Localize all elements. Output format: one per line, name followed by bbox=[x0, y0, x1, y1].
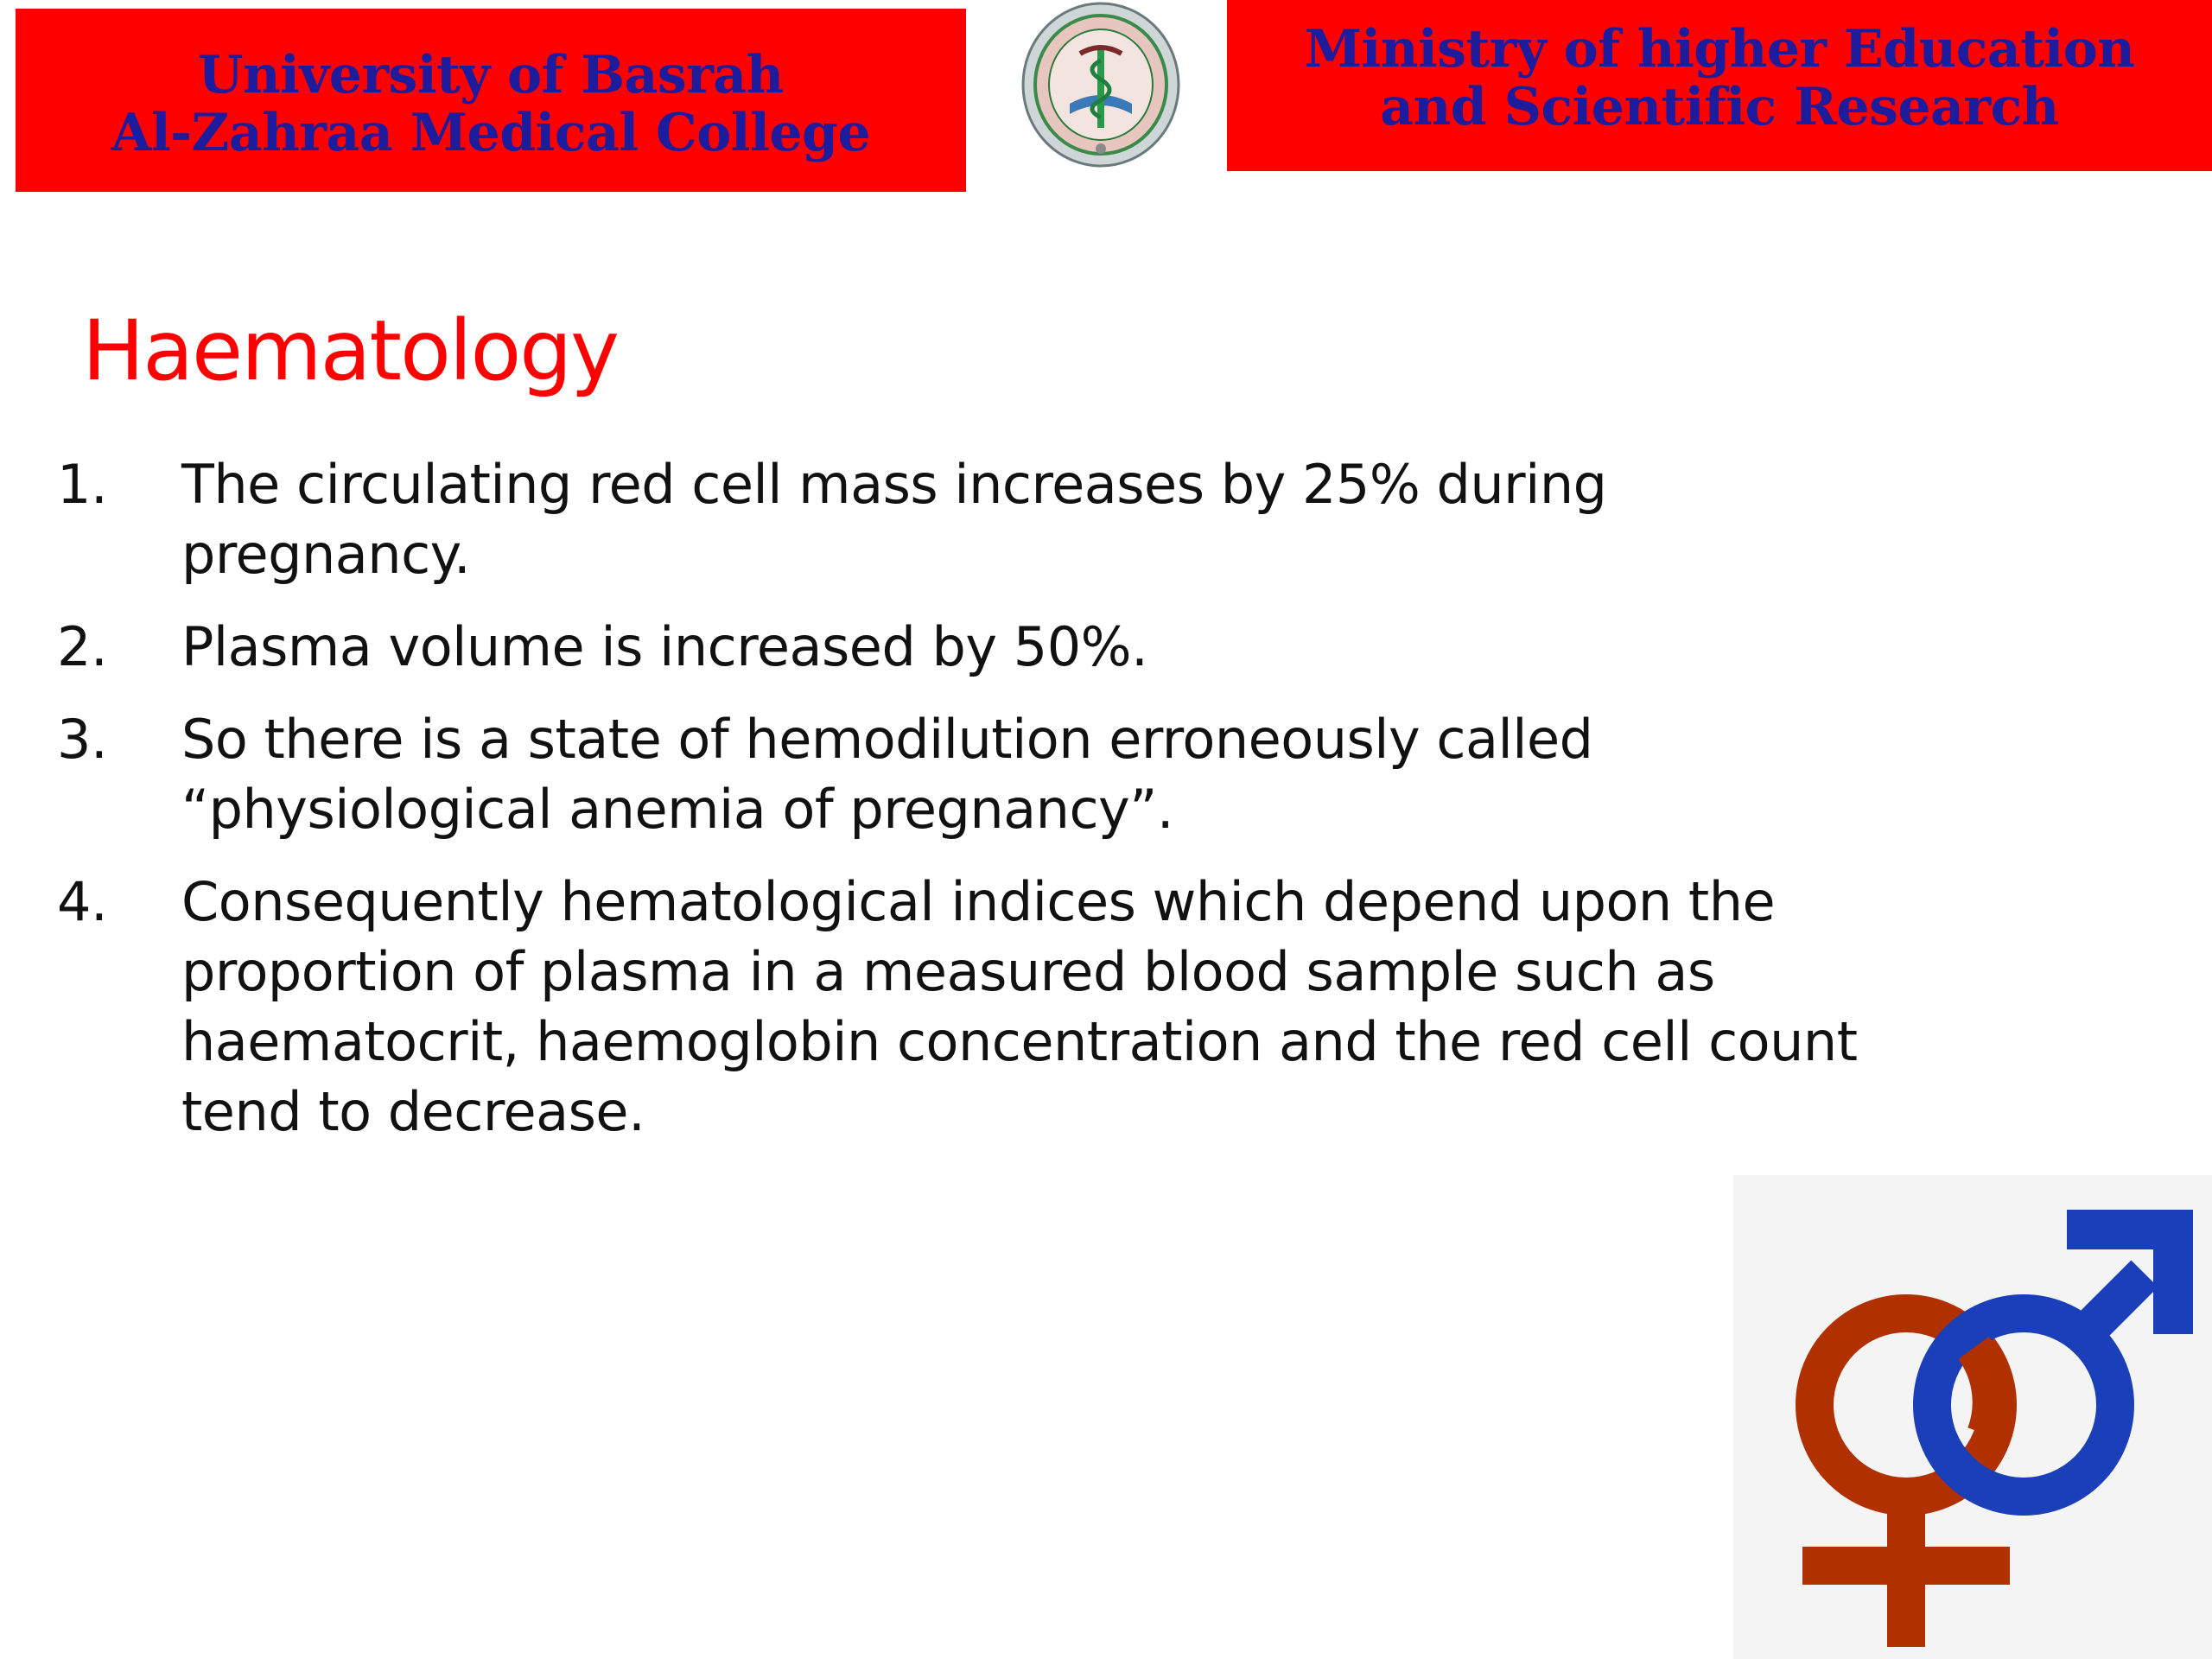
list-item bbox=[0, 612, 1901, 682]
list-item bbox=[0, 704, 1901, 844]
list-item-text: So there is a state of hemodilution erroneously called “physiological anemia of pregnancy”. bbox=[181, 708, 1593, 841]
list-item-number: 4. bbox=[57, 870, 108, 933]
slide-bullet-list bbox=[0, 449, 1901, 1169]
list-item-number: 1. bbox=[57, 453, 108, 516]
ministry-banner bbox=[1227, 0, 2212, 171]
gender-symbols-icon bbox=[1733, 1175, 2212, 1659]
list-item-number: 3. bbox=[57, 708, 108, 771]
ministry-line-2: and Scientific Research bbox=[1380, 77, 2059, 138]
college-name: Al-Zahraa Medical College bbox=[111, 103, 871, 164]
university-banner bbox=[16, 9, 966, 192]
list-item-text: The circulating red cell mass increases by 25% during pregnancy. bbox=[181, 453, 1607, 586]
list-item-text: Plasma volume is increased by 50%. bbox=[181, 615, 1148, 678]
list-item bbox=[0, 449, 1901, 589]
university-name: University of Basrah bbox=[198, 45, 784, 105]
slide-title: Haematology bbox=[82, 302, 618, 399]
list-item bbox=[0, 867, 1901, 1147]
ministry-line-1: Ministry of higher Education bbox=[1304, 19, 2135, 79]
university-seal-icon bbox=[1020, 0, 1182, 168]
list-item-number: 2. bbox=[57, 615, 108, 678]
list-item-text: Consequently hematological indices which depend upon the proportion of plasma in a measured blood sample such as haematocrit, haemoglobin concentration and the red cell count tend to decrease. bbox=[181, 870, 1858, 1143]
